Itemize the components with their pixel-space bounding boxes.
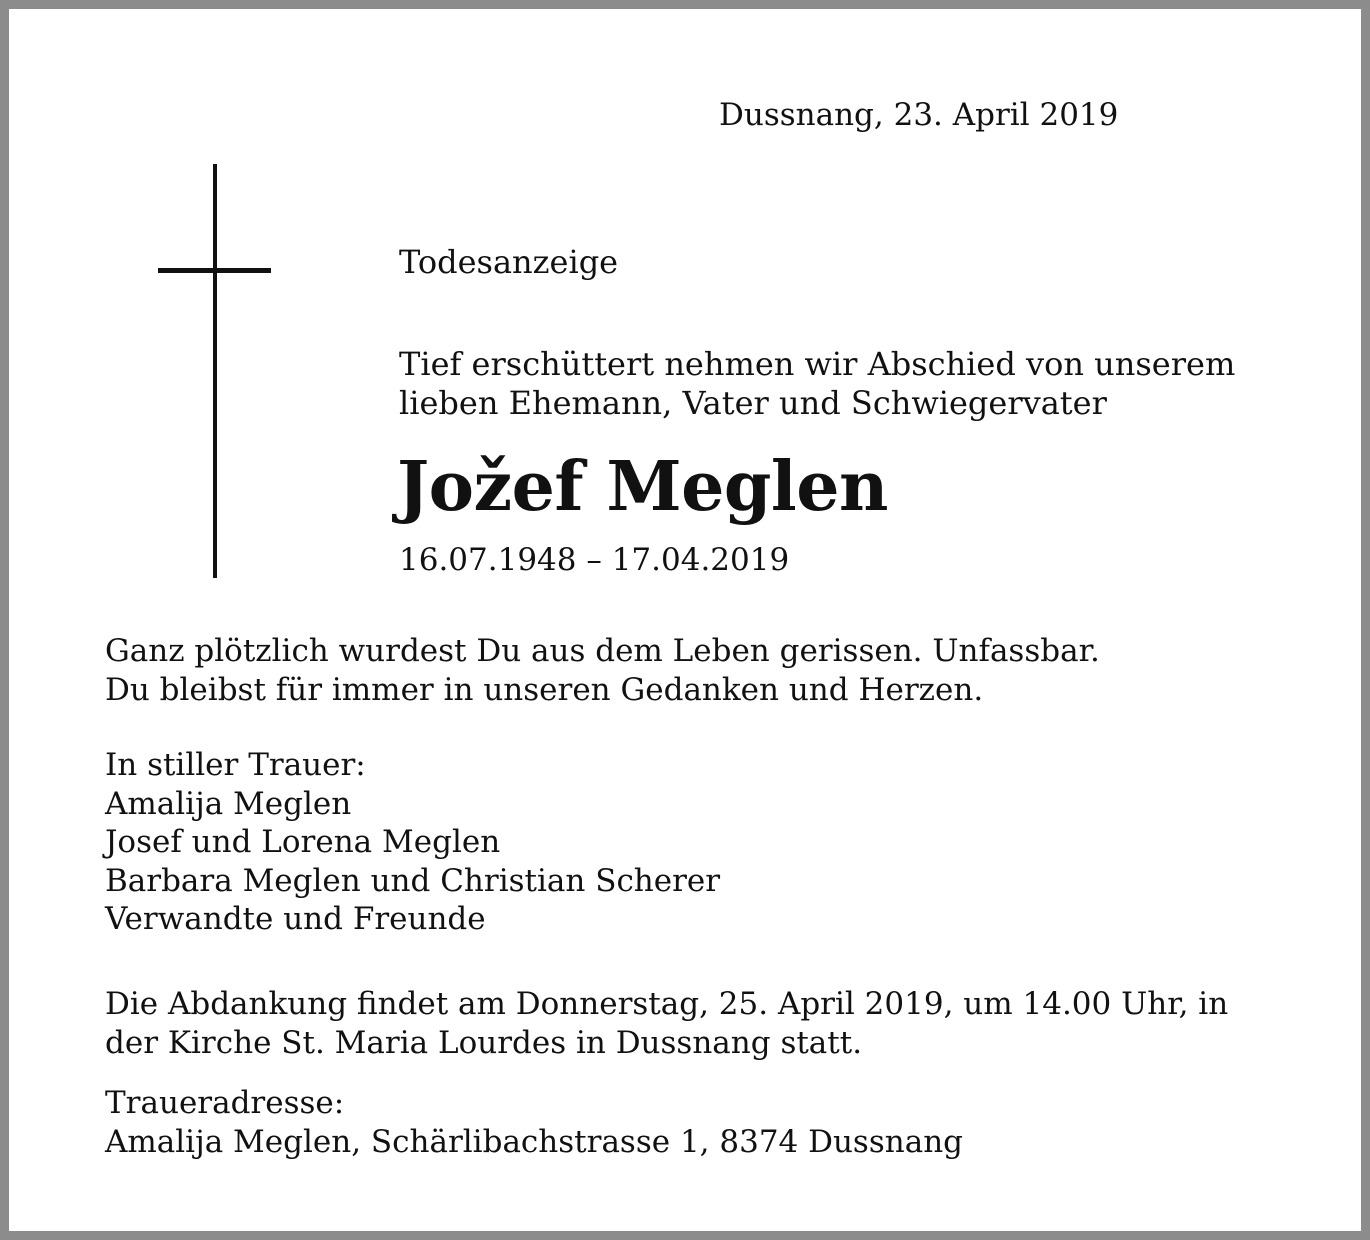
mourner-item: Barbara Meglen und Christian Scherer [105,862,721,899]
mourner-item: Verwandte und Freunde [105,901,486,937]
service-line: Die Abdankung findet am Donnerstag, 25. April 2019, um 14.00 Uhr, in [105,986,1229,1022]
place-date: Dussnang, 23. April 2019 [719,97,1119,133]
service-line: der Kirche St. Maria Lourdes in Dussnang statt. [105,1024,863,1061]
cross-icon [213,164,217,578]
mourner-item: Josef und Lorena Meglen [105,824,501,860]
memorial-quote [105,632,1100,709]
funeral-service-info [105,985,1228,1062]
quote-line: Du bleibst für immer in unseren Gedanken und Herzen. [105,671,984,708]
deceased-name: Jožef Meglen [397,447,888,527]
lifespan-dates: 16.07.1948 – 17.04.2019 [399,542,790,578]
cross-icon-beam [158,268,271,273]
address-line: Amalija Meglen, Schärlibachstrasse 1, 8374 Dussnang [105,1123,964,1160]
intro-text [399,345,1235,422]
intro-line: lieben Ehemann, Vater und Schwiegervater [399,383,1107,422]
mourners-heading: In stiller Trauer: [105,747,366,783]
intro-line: Tief erschüttert nehmen wir Abschied von unserem [399,345,1236,383]
mourner-item: Amalija Meglen [105,785,352,822]
notice-heading: Todesanzeige [399,243,619,281]
quote-line: Ganz plötzlich wurdest Du aus dem Leben gerissen. Unfassbar. [105,633,1100,669]
mourners-list [105,746,720,939]
mourning-address [105,1084,963,1161]
address-heading: Traueradresse: [105,1085,345,1121]
